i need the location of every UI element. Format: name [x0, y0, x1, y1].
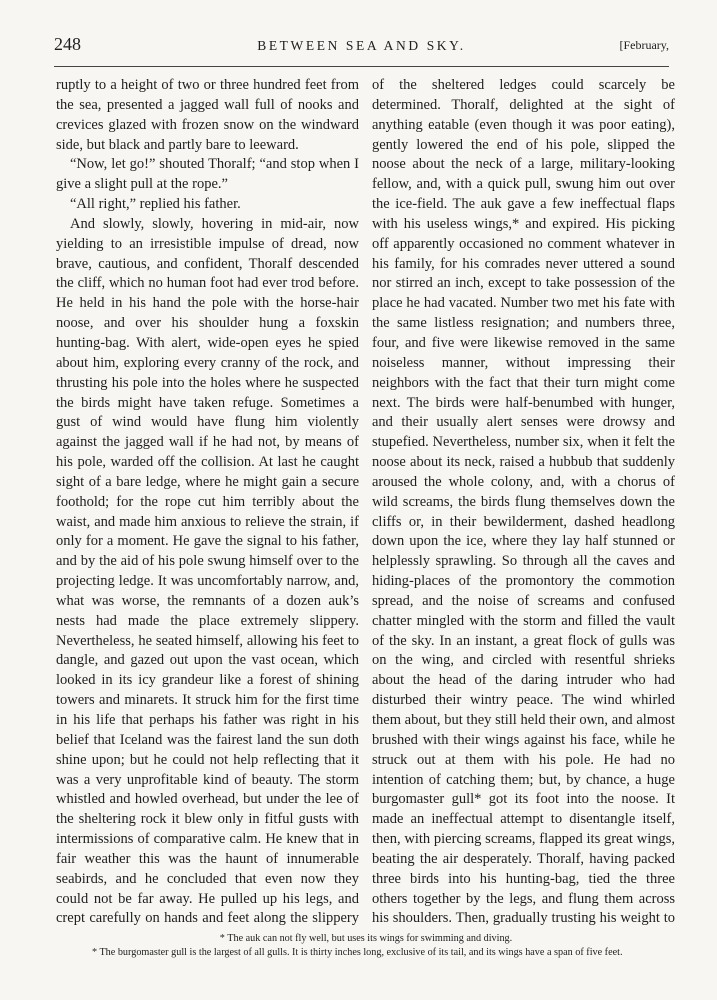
- right-column: [372, 76, 675, 928]
- footnotes: [56, 932, 676, 960]
- footnote-auk: * The auk can not fly well, but uses its wings for swimming and diving.: [219, 933, 513, 944]
- left-column: [56, 76, 359, 928]
- header-rule: [54, 66, 669, 67]
- paragraph: And slowly, slowly, hovering in mid-air, now yielding to an irresistible impulse of dread, now brave, cautious, and confident, Thoralf descended the cliff, which no human foot had ever trod before. He held in his hand the pole with the horse-hair noose, and over his shoulder hung a foxskin hunting-bag. With alert, wide-open eyes he spied about him, exploring every cranny of the rock, and thrusting his pole into the holes where he suspected the birds might have taken refuge. Sometimes a gust of wind would have flung him violently against the jagged wall if he had not, by means of his pole, warded off the collision. At last he caught sight of a bare ledge, where he might gain a secure foothold; for the rope cut him terribly about the waist, and made him anxious to relieve the strain, if only for a moment. He gave the signal to his father, and by the aid of his pole swung himself over to the projecting ledge. It was uncomfortably narrow, and, what was worse, the remnants of a dozen auk’s nests had made the place extremely slippery. Nevertheless, he seated himself, allowing his feet to dangle, and gazed out upon the vast ocean, which looked in its icy grandeur like a forest of shining towers and minarets. It struck him for the first time in his life that perhaps his father was right in his belief that Iceland was the fairest land the sun doth shine upon; but he could not help reflecting that it was a very unprofitable kind of beauty. The storm whistled and howled overhead, but under the lee of the sheltering rock it blew only in fitful gusts with intermissions of comparative calm. He knew that in fair weather this was the haunt of innumerable seabirds, and he concluded that even now they could not be far away. He pulled up his legs, and crept carefully on hands and feet along the slippery: [56, 215, 359, 927]
- issue-month: [February,: [619, 38, 669, 52]
- paragraph: “Now, let go!” shouted Thoralf; “and stop when I give a slight pull at the rope.”: [56, 156, 359, 193]
- footnote-gull: * The burgomaster gull is the largest of all gulls. It is thirty inches long, exclusive of its tail, and its wings have a span of five feet.: [92, 947, 623, 958]
- paragraph: “All right,” replied his father.: [70, 196, 241, 213]
- page-header: [54, 28, 669, 54]
- page-number: 248: [54, 34, 81, 54]
- paragraph: ruptly to a height of two or three hundred feet from the sea, presented a jagged wall full of nooks and crevices glazed with frozen snow on the windward side, but black and partly bare to leeward.: [56, 77, 359, 153]
- running-title: BETWEEN SEA AND SKY.: [257, 38, 466, 53]
- paragraph: of the sheltered ledges could scarcely be determined. Thoralf, delighted at the sight of anything eatable (even though it was poor eating), gently lowered the end of his pole, slipped the noose about the neck of a large, military-looking fellow, and, with a quick pull, swung him out over the ice-field. The auk gave a few ineffectual flaps with his useless wings,* and expired. His picking off apparently occasioned no comment whatever in his family, for his comrades never uttered a sound nor stirred an inch, except to take possession of the place he had vacated. Number two met his fate with the same listless resignation; and numbers three, four, and five were likewise removed in the same noiseless manner, without impressing their neighbors with the fact that their turn might come next. The birds were half-benumbed with hunger, and their usually alert senses were drowsy and stupefied. Nevertheless, number six, when it felt the noose about its neck, raised a hubbub that suddenly aroused the whole colony, and, with a chorus of wild screams, the birds flung themselves down the cliffs or, in their bewilderment, dashed headlong down upon the ice, where they lay half stunned or helplessly sprawling. So through all the caves and hiding-places of the promontory the commotion spread, and the noise of screams and confused chatter mingled with the storm and filled the vault of the sky. In an instant, a great flock of gulls was on the wing, and circled with resentful shrieks about the head of the daring intruder who had disturbed their wintry peace. The wind whirled them about, but they still held their own, and almost brushed with their wings against his face, while he struck out at them with his pole. He had no intention of catching them; but, by chance, a huge burgomaster gull* got its foot into the noose. It made an ineffectual attempt to disentangle itself, then, with piercing screams, flapped its great wings, beating the air desperately. Thoralf, having packed three birds into his hunting-bag, tied the three others together by the legs, and flung them across his shoulders. Then, gradually trusting his weight to: [372, 77, 675, 927]
